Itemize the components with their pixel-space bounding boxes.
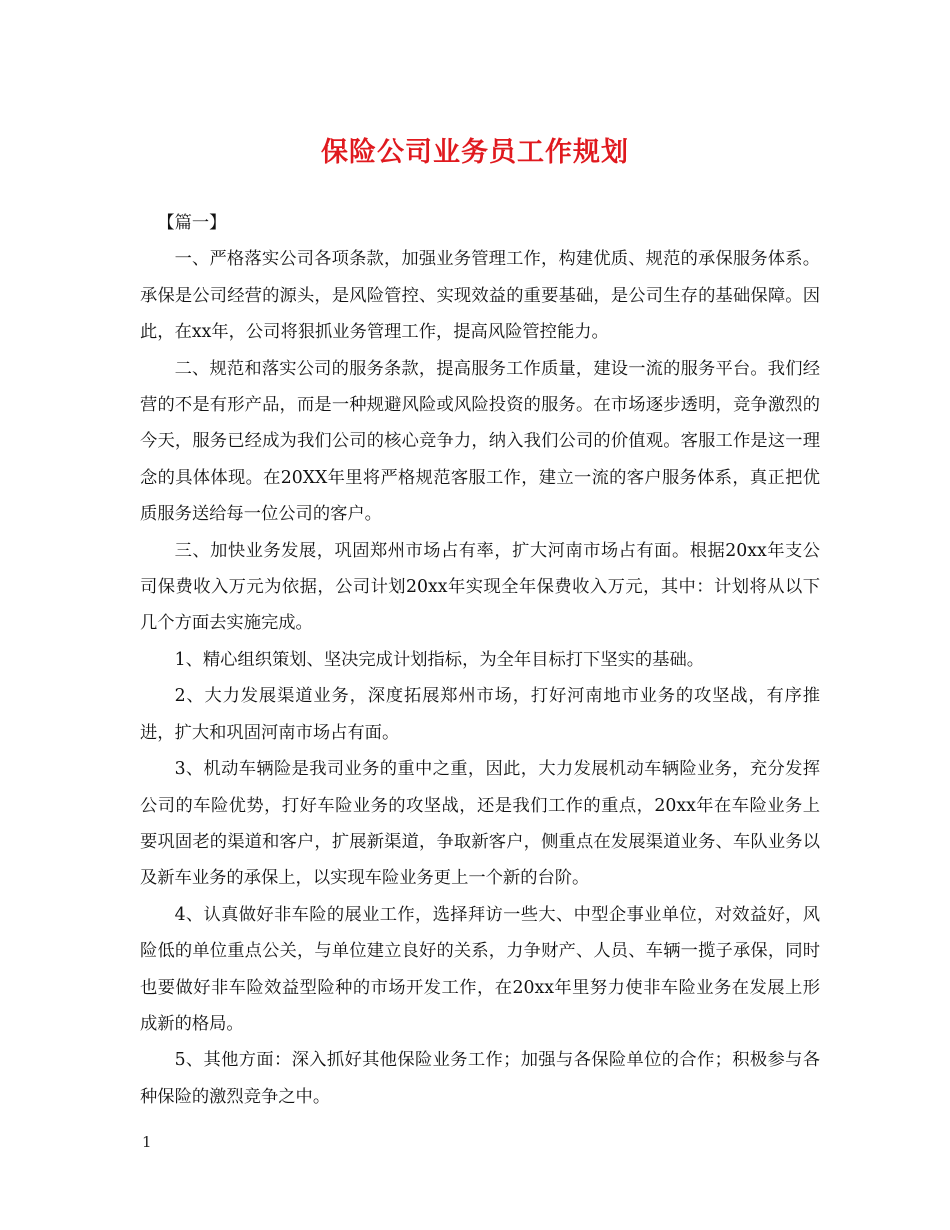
page-number: 1 xyxy=(142,1133,152,1151)
paragraph-4: 1、精心组织策划、坚决完成计划指标，为全年目标打下坚实的基础。 xyxy=(174,649,705,670)
paragraph-7: 4、认真做好非车险的展业工作，选择拜访一些大、中型企事业单位，对效益好，风险低的单位重点公关，与单位建立良好的关系，力争财产、人员、车辆一揽子承保，同时也要做好非车险效益型险种的市场开发工作，在20xx年里努力使非车险业务在发展上形成新的格局。 xyxy=(140,904,820,1034)
document-title: 保险公司业务员工作规划 xyxy=(321,137,629,168)
paragraph-5: 2、大力发展渠道业务，深度拓展郑州市场，打好河南地市业务的攻坚战，有序推进，扩大和巩固河南市场占有面。 xyxy=(140,686,820,743)
paragraph-1: 一、严格落实公司各项条款，加强业务管理工作，构建优质、规范的承保服务体系。承保是公司经营的源头，是风险管控、实现效益的重要基础，是公司生存的基础保障。因此，在xx年，公司将狠抓业务管理工作，提高风险管控能力。 xyxy=(140,249,820,343)
paragraph-2: 二、规范和落实公司的服务条款，提高服务工作质量，建设一流的服务平台。我们经营的不是有形产品，而是一种规避风险或风险投资的服务。在市场逐步透明，竞争激烈的今天，服务已经成为我们公司的核心竞争力，纳入我们公司的价值观。客服工作是这一理念的具体体现。在20XX年里将严格规范客服工作，建立一流的客户服务体系，真正把优质服务送给每一位公司的客户。 xyxy=(140,358,820,525)
section-label: 【篇一】 xyxy=(157,213,227,233)
paragraph-6: 3、机动车辆险是我司业务的重中之重，因此，大力发展机动车辆险业务，充分发挥公司的车险优势，打好车险业务的攻坚战，还是我们工作的重点，20xx年在车险业务上要巩固老的渠道和客户，扩展新渠道，争取新客户，侧重点在发展渠道业务、车队业务以及新车业务的承保上，以实现车险业务更上一个新的台阶。 xyxy=(140,759,820,889)
paragraph-8: 5、其他方面：深入抓好其他保险业务工作；加强与各保险单位的合作；积极参与各种保险的激烈竞争之中。 xyxy=(140,1050,820,1107)
paragraph-3: 三、加快业务发展，巩固郑州市场占有率，扩大河南市场占有面。根据20xx年支公司保费收入万元为依据，公司计划20xx年实现全年保费收入万元，其中：计划将从以下几个方面去实施完成。 xyxy=(140,540,820,634)
document-body xyxy=(140,205,820,1115)
